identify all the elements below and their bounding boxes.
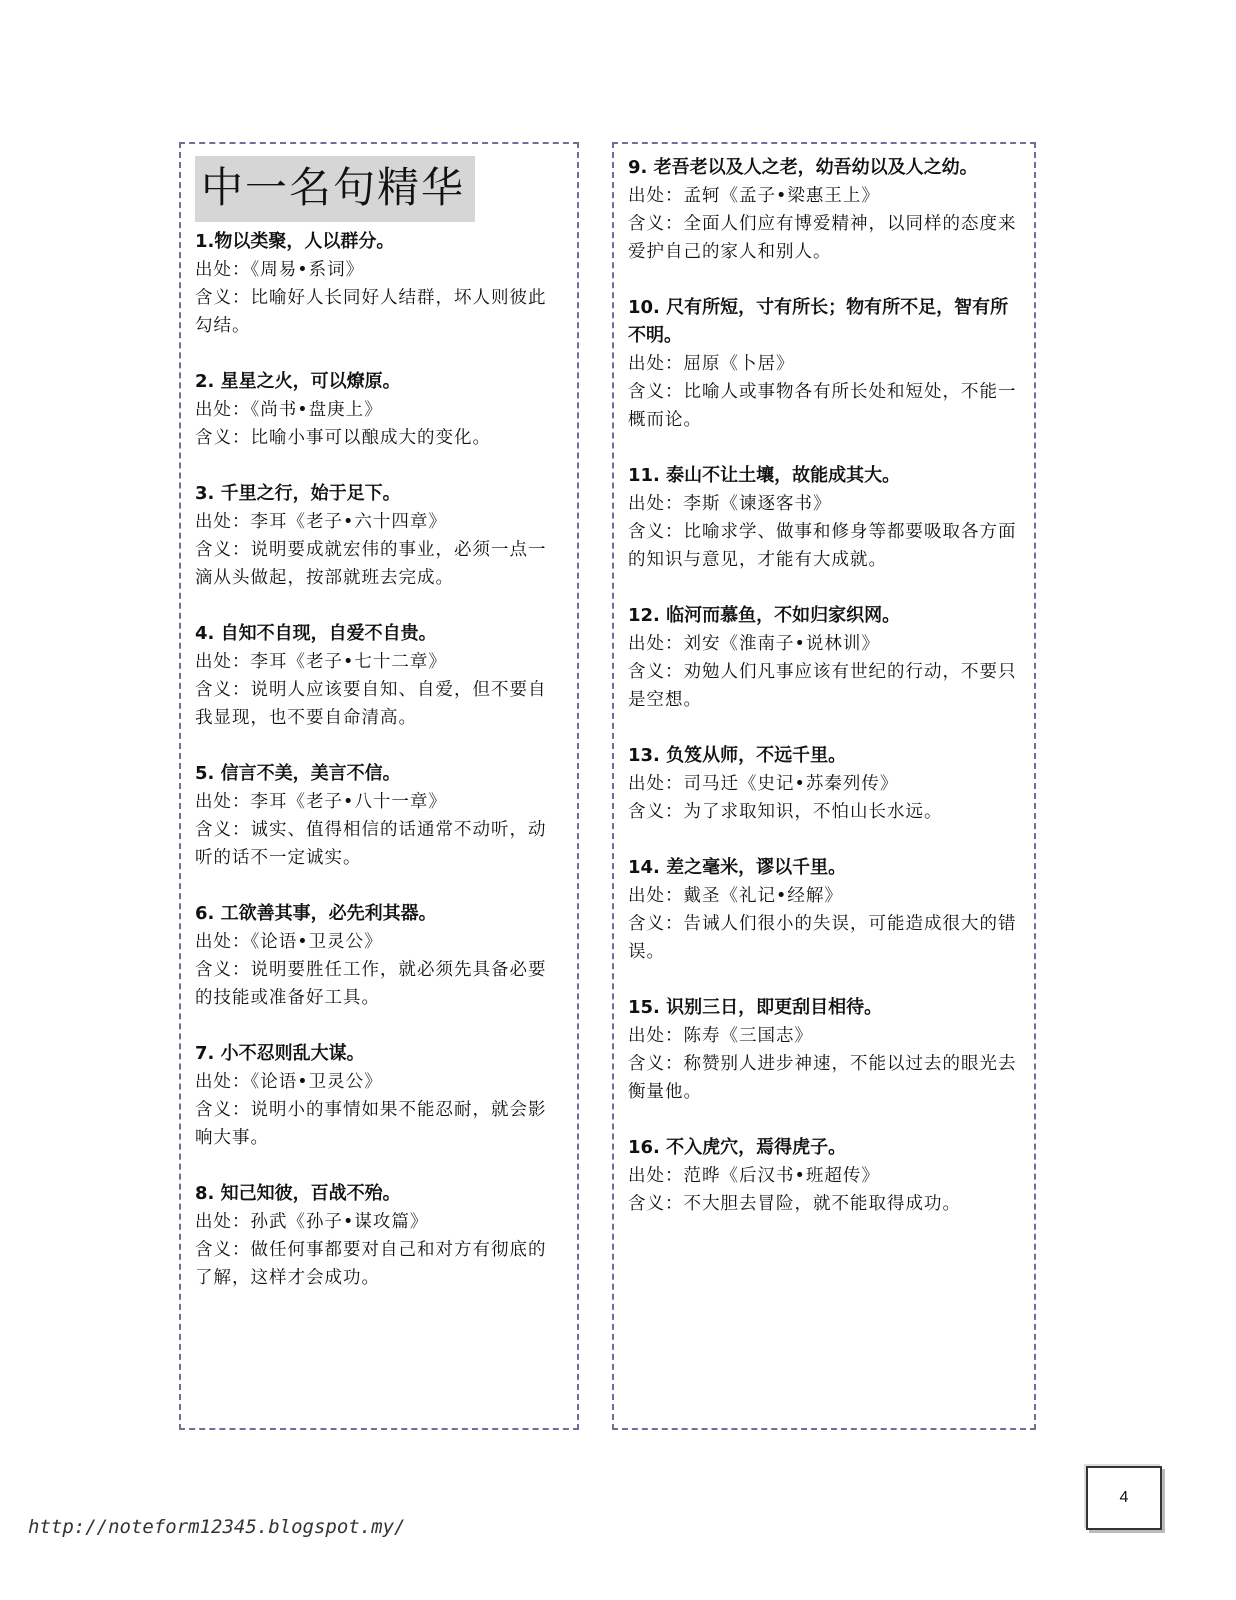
quote-item — [628, 462, 1020, 574]
quote-list-left — [195, 228, 563, 1292]
quote-text: 8. 知己知彼，百战不殆。 — [195, 1183, 401, 1204]
quote-item — [628, 742, 1020, 826]
quote-text: 14. 差之毫米，谬以千里。 — [628, 857, 847, 878]
quote-item — [195, 1040, 563, 1152]
quote-source: 出处：李耳《老子•七十二章》 — [195, 652, 447, 672]
page-title: 中一名句精华 — [195, 156, 475, 222]
quote-meaning: 含义：说明小的事情如果不能忍耐，就会影响大事。 — [195, 1100, 547, 1148]
quote-meaning: 含义：诚实、值得相信的话通常不动听，动听的话不一定诚实。 — [195, 820, 547, 868]
quote-item — [628, 994, 1020, 1106]
quote-meaning: 含义：说明人应该要自知、自爱，但不要自我显现，也不要自命清高。 — [195, 680, 547, 728]
quote-meaning: 含义：比喻人或事物各有所长处和短处，不能一概而论。 — [628, 382, 1017, 430]
quote-item — [195, 228, 563, 340]
quote-meaning: 含义：为了求取知识，不怕山长水远。 — [628, 802, 943, 822]
quote-source: 出处：陈寿《三国志》 — [628, 1026, 813, 1046]
quote-meaning: 含义：说明要胜任工作，就必须先具备必要的技能或准备好工具。 — [195, 960, 547, 1008]
quote-source: 出处：《论语•卫灵公》 — [195, 932, 383, 952]
quote-source: 出处：李耳《老子•八十一章》 — [195, 792, 447, 812]
quote-item — [195, 620, 563, 732]
quote-text: 16. 不入虎穴，焉得虎子。 — [628, 1137, 847, 1158]
quote-item — [195, 480, 563, 592]
quote-text: 10. 尺有所短，寸有所长；物有所不足，智有所不明。 — [628, 297, 1009, 346]
right-column — [612, 142, 1036, 1430]
quote-source: 出处：《论语•卫灵公》 — [195, 1072, 383, 1092]
quote-source: 出处：刘安《淮南子•说林训》 — [628, 634, 880, 654]
quote-text: 13. 负笈从师，不远千里。 — [628, 745, 847, 766]
quote-text: 7. 小不忍则乱大谋。 — [195, 1043, 365, 1064]
quote-item — [195, 900, 563, 1012]
left-column — [179, 142, 579, 1430]
quote-item — [195, 1180, 563, 1292]
page-number: 4 — [1119, 1489, 1129, 1506]
quote-meaning: 含义：比喻求学、做事和修身等都要吸取各方面的知识与意见，才能有大成就。 — [628, 522, 1017, 570]
quote-item — [195, 760, 563, 872]
quote-meaning: 含义：全面人们应有博爱精神，以同样的态度来爱护自己的家人和别人。 — [628, 214, 1017, 262]
quote-meaning: 含义：劝勉人们凡事应该有世纪的行动，不要只是空想。 — [628, 662, 1017, 710]
quote-source: 出处：《尚书•盘庚上》 — [195, 400, 383, 420]
quote-source: 出处：范晔《后汉书•班超传》 — [628, 1166, 880, 1186]
quote-text: 4. 自知不自现，自爱不自贵。 — [195, 623, 437, 644]
quote-meaning: 含义：做任何事都要对自己和对方有彻底的了解，这样才会成功。 — [195, 1240, 547, 1288]
footer-url[interactable]: http://noteform12345.blogspot.my/ — [28, 1516, 406, 1538]
quote-text: 12. 临河而慕鱼，不如归家织网。 — [628, 605, 901, 626]
quote-text: 9. 老吾老以及人之老，幼吾幼以及人之幼。 — [628, 157, 978, 178]
quote-source: 出处：《周易•系词》 — [195, 260, 365, 280]
quote-text: 5. 信言不美，美言不信。 — [195, 763, 401, 784]
quote-text: 6. 工欲善其事，必先利其器。 — [195, 903, 437, 924]
quote-list-right — [628, 154, 1020, 1218]
quote-item — [628, 602, 1020, 714]
quote-meaning: 含义：比喻好人长同好人结群，坏人则彼此勾结。 — [195, 288, 547, 336]
quote-text: 15. 识别三日，即更刮目相待。 — [628, 997, 883, 1018]
quote-text: 2. 星星之火，可以燎原。 — [195, 371, 401, 392]
quote-source: 出处：孟轲《孟子•梁惠王上》 — [628, 186, 880, 206]
quote-item — [195, 368, 563, 452]
quote-item — [628, 1134, 1020, 1218]
quote-source: 出处：李耳《老子•六十四章》 — [195, 512, 447, 532]
quote-text: 3. 千里之行，始于足下。 — [195, 483, 401, 504]
quote-item — [628, 294, 1020, 434]
quote-source: 出处：李斯《谏逐客书》 — [628, 494, 832, 514]
quote-item — [628, 854, 1020, 966]
quote-item — [628, 154, 1020, 266]
quote-source: 出处：孙武《孙子•谋攻篇》 — [195, 1212, 429, 1232]
quote-meaning: 含义：比喻小事可以酿成大的变化。 — [195, 428, 491, 448]
quote-source: 出处：司马迁《史记•苏秦列传》 — [628, 774, 899, 794]
quote-text: 11. 泰山不让土壤，故能成其大。 — [628, 465, 901, 486]
quote-source: 出处：戴圣《礼记•经解》 — [628, 886, 843, 906]
page-number-box — [1086, 1466, 1162, 1530]
quote-meaning: 含义：称赞别人进步神速，不能以过去的眼光去衡量他。 — [628, 1054, 1017, 1102]
quote-meaning: 含义：不大胆去冒险，就不能取得成功。 — [628, 1194, 961, 1214]
quote-text: 1.物以类聚，人以群分。 — [195, 231, 395, 252]
quote-source: 出处：屈原《卜居》 — [628, 354, 795, 374]
quote-meaning: 含义：说明要成就宏伟的事业，必须一点一滴从头做起，按部就班去完成。 — [195, 540, 547, 588]
quote-meaning: 含义：告诫人们很小的失误，可能造成很大的错误。 — [628, 914, 1017, 962]
